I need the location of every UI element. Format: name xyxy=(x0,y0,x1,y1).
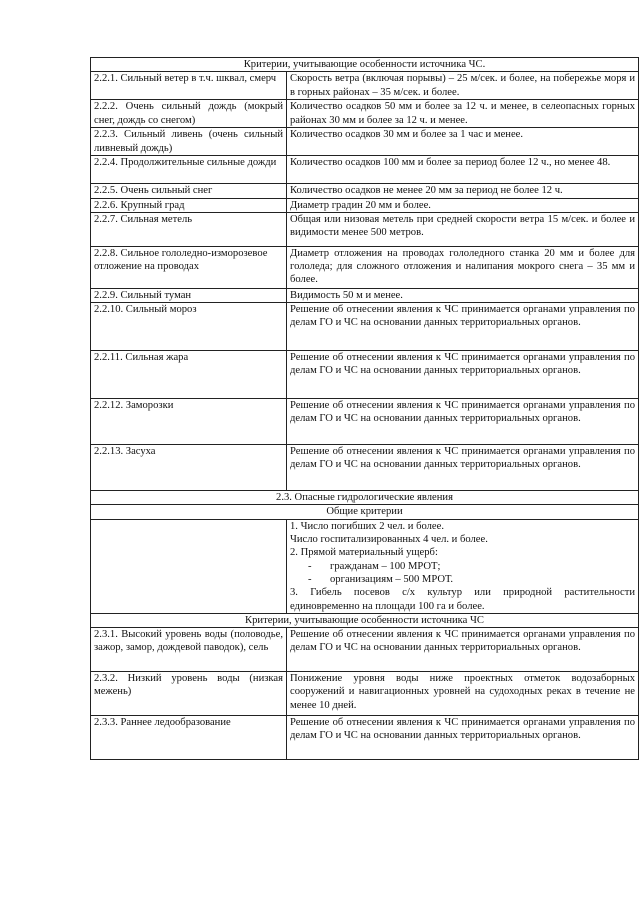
phenomenon-criteria: Общая или низовая метель при средней скорости ветра 15 м/сек. и более и видимости менее 500 метров. xyxy=(287,212,639,246)
criteria-sub-line: - гражданам – 100 МРОТ; xyxy=(290,560,635,573)
table-row xyxy=(91,246,639,288)
criteria-sub-line: - организациям – 500 МРОТ. xyxy=(290,573,635,586)
table-row xyxy=(91,716,639,760)
table-row xyxy=(91,100,639,128)
phenomenon-name: 2.3.1. Высокий уровень воды (половодье, зажор, замор, дождевой паводок), сель xyxy=(91,628,287,672)
phenomenon-name: 2.3.3. Раннее ледообразование xyxy=(91,716,287,760)
table-row xyxy=(91,156,639,184)
phenomenon-criteria: Количество осадков 100 мм и более за период более 12 ч., но менее 48. xyxy=(287,156,639,184)
table-row xyxy=(91,198,639,212)
table-row xyxy=(91,672,639,716)
phenomenon-criteria: Количество осадков не менее 20 мм за период не более 12 ч. xyxy=(287,184,639,198)
general-criteria-list xyxy=(287,519,639,613)
section-title: 2.3. Опасные гидрологические явления xyxy=(91,491,639,505)
criteria-line: 2. Прямой материальный ущерб: xyxy=(290,547,438,559)
section-header: Критерии, учитывающие особенности источника ЧС. xyxy=(91,58,639,72)
section-title-row xyxy=(91,491,639,505)
general-criteria-header-row xyxy=(91,505,639,519)
phenomenon-name: 2.2.2. Очень сильный дождь (мокрый снег, дождь со снегом) xyxy=(91,100,287,128)
criteria-table-body xyxy=(91,58,639,760)
section-header: Критерии, учитывающие особенности источника ЧС xyxy=(91,613,639,627)
phenomenon-criteria: Решение об отнесении явления к ЧС принимается органами управления по делам ГО и ЧС на основании данных территориальных органов. xyxy=(287,628,639,672)
phenomenon-criteria: Количество осадков 50 мм и более за 12 ч. и менее, в селеопасных горных районах 30 мм и более за 12 ч. и менее. xyxy=(287,100,639,128)
phenomenon-name: 2.2.12. Заморозки xyxy=(91,399,287,445)
general-criteria-empty-cell xyxy=(91,519,287,613)
phenomenon-name: 2.2.6. Крупный град xyxy=(91,198,287,212)
phenomenon-criteria: Решение об отнесении явления к ЧС принимается органами управления по делам ГО и ЧС на основании данных территориальных органов. xyxy=(287,351,639,399)
phenomenon-name: 2.2.5. Очень сильный снег xyxy=(91,184,287,198)
phenomenon-name: 2.2.8. Сильное гололедно-изморозевое отложение на проводах xyxy=(91,246,287,288)
phenomenon-name: 2.3.2. Низкий уровень воды (низкая межень) xyxy=(91,672,287,716)
phenomenon-name: 2.2.9. Сильный туман xyxy=(91,288,287,302)
phenomenon-criteria: Диаметр отложения на проводах гололедного станка 20 мм и более для гололеда; для сложного отложения и налипания мокрого снега – 35 мм и более. xyxy=(287,246,639,288)
general-criteria-title: Общие критерии xyxy=(91,505,639,519)
phenomenon-criteria: Решение об отнесении явления к ЧС принимается органами управления по делам ГО и ЧС на основании данных территориальных органов. xyxy=(287,716,639,760)
phenomenon-criteria: Решение об отнесении явления к ЧС принимается органами управления по делам ГО и ЧС на основании данных территориальных органов. xyxy=(287,399,639,445)
phenomenon-name: 2.2.13. Засуха xyxy=(91,445,287,491)
phenomenon-criteria: Понижение уровня воды ниже проектных отметок водозаборных сооружений и навигационных уровней на судоходных реках в течение не менее 10 дней. xyxy=(287,672,639,716)
table-row xyxy=(91,128,639,156)
table-row xyxy=(91,351,639,399)
table-row xyxy=(91,184,639,198)
phenomenon-criteria: Решение об отнесении явления к ЧС принимается органами управления по делам ГО и ЧС на основании данных территориальных органов. xyxy=(287,303,639,351)
phenomenon-criteria: Скорость ветра (включая порывы) – 25 м/сек. и более, на побережье моря и в горных районах – 35 м/сек. и более. xyxy=(287,72,639,100)
general-criteria-row xyxy=(91,519,639,613)
criteria-line: Число госпитализированных 4 чел. и более. xyxy=(290,534,488,546)
phenomenon-name: 2.2.4. Продолжительные сильные дожди xyxy=(91,156,287,184)
table-row xyxy=(91,72,639,100)
phenomenon-criteria: Количество осадков 30 мм и более за 1 час и менее. xyxy=(287,128,639,156)
section-header-row xyxy=(91,613,639,627)
table-row xyxy=(91,628,639,672)
criteria-table xyxy=(90,57,639,760)
phenomenon-name: 2.2.1. Сильный ветер в т.ч. шквал, смерч xyxy=(91,72,287,100)
table-row xyxy=(91,212,639,246)
phenomenon-name: 2.2.7. Сильная метель xyxy=(91,212,287,246)
phenomenon-name: 2.2.11. Сильная жара xyxy=(91,351,287,399)
table-row xyxy=(91,288,639,302)
phenomenon-criteria: Решение об отнесении явления к ЧС принимается органами управления по делам ГО и ЧС на основании данных территориальных органов. xyxy=(287,445,639,491)
table-row xyxy=(91,445,639,491)
criteria-line: 1. Число погибших 2 чел. и более. xyxy=(290,520,444,532)
table-row xyxy=(91,303,639,351)
section-header-row xyxy=(91,58,639,72)
phenomenon-criteria: Видимость 50 м и менее. xyxy=(287,288,639,302)
table-row xyxy=(91,399,639,445)
phenomenon-name: 2.2.10. Сильный мороз xyxy=(91,303,287,351)
phenomenon-name: 2.2.3. Сильный ливень (очень сильный ливневый дождь) xyxy=(91,128,287,156)
criteria-line: 3. Гибель посевов с/х культур или природной растительности единовременно на площади 100 га и более. xyxy=(290,587,636,612)
phenomenon-criteria: Диаметр градин 20 мм и более. xyxy=(287,198,639,212)
